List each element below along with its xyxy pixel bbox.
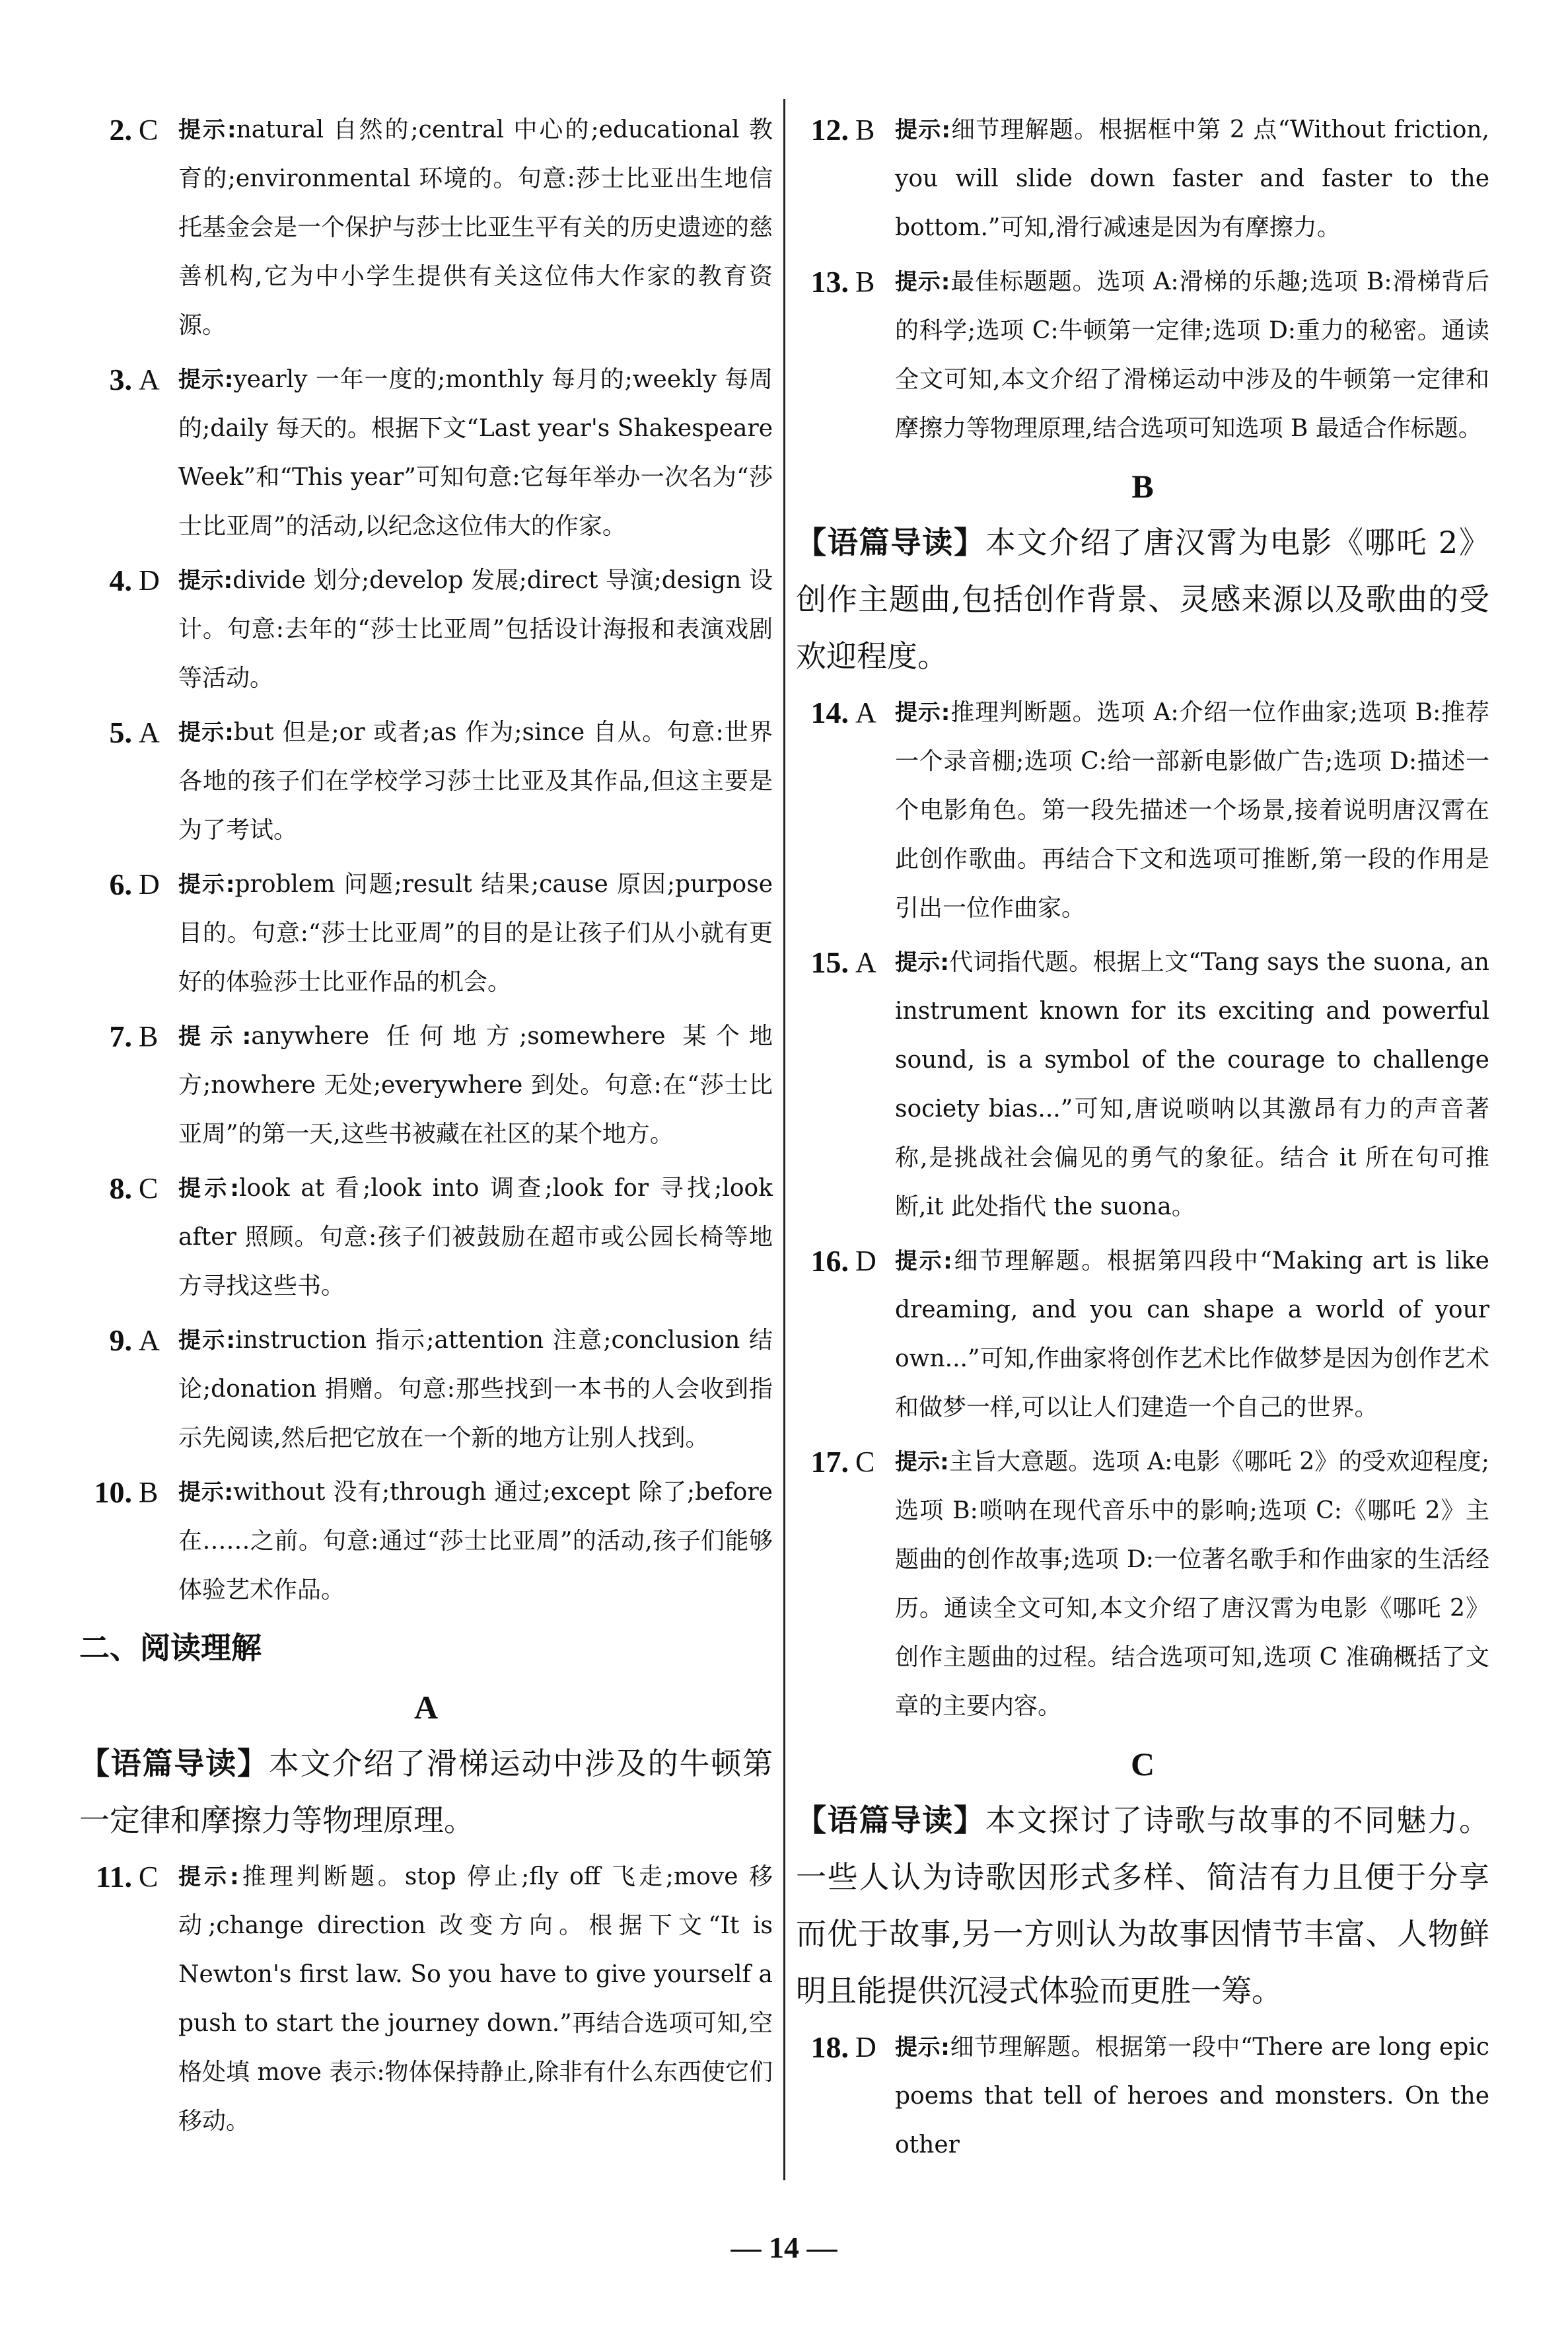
answer-item bbox=[79, 1468, 773, 1615]
answer-letter: D bbox=[139, 868, 160, 901]
answer-letter: C bbox=[139, 1172, 159, 1204]
hint-text: natural 自然的;central 中心的;educational 教育的;environmental 环境的。句意:莎士比亚出生地信托基金会是一个保护与莎士比亚生平有关的历史遗迹的慈善机构,它为中小学生提供有关这位伟大作家的教育资源。 bbox=[178, 116, 773, 339]
answer-item bbox=[796, 2023, 1489, 2170]
question-number: 6. bbox=[109, 867, 132, 901]
hint-text: 推理判断题。选项 A:介绍一位作曲家;选项 B:推荐一个录音棚;选项 C:给一部新电影做广告;选项 D:描述一个电影角色。第一段先描述一个场景,接着说明唐汉霄在此创作歌曲。再结合下文和选项可推断,第一段的作用是引出一位作曲家。 bbox=[895, 699, 1489, 922]
answer-item bbox=[79, 1164, 773, 1311]
hint-text: 主旨大意题。选项 A:电影《哪吒 2》的受欢迎程度;选项 B:唢呐在现代音乐中的影响;选项 C:《哪吒 2》主题曲的创作故事;选项 D:一位著名歌手和作曲家的生活经历。通读全文可知,本文介绍了唐汉霄为电影《哪吒 2》创作主题曲的过程。结合选项可知,选项 C 准确概括了文章的主要内容。 bbox=[895, 1448, 1489, 1720]
passage-guide-c bbox=[796, 1792, 1489, 2019]
left-column bbox=[79, 106, 773, 2151]
answer-letter: C bbox=[139, 1861, 159, 1893]
hint-text: 细节理解题。根据第四段中“Making art is like dreaming, and you can shape a world of your own...”可知,作曲家将创作艺术比作做梦是因为创作艺术和做梦一样,可以让人们建造一个自己的世界。 bbox=[895, 1247, 1489, 1421]
guide-label: 【语篇导读】 bbox=[796, 525, 985, 560]
question-number: 14. bbox=[810, 696, 849, 729]
question-number: 8. bbox=[109, 1171, 132, 1205]
passage-guide-b bbox=[796, 514, 1489, 684]
passage-guide-a bbox=[79, 1735, 773, 1849]
hint-label: 提示: bbox=[178, 1479, 234, 1506]
column-divider bbox=[783, 99, 785, 2180]
hint-label: 提示: bbox=[895, 117, 950, 143]
hint-label: 提示: bbox=[895, 949, 950, 976]
hint-text: without 没有;through 通过;except 除了;before 在……之前。句意:通过“莎士比亚周”的活动,孩子们能够体验艺术作品。 bbox=[178, 1479, 773, 1604]
question-number: 5. bbox=[109, 716, 132, 749]
answer-item bbox=[79, 1853, 773, 2146]
left-answer-list bbox=[79, 106, 773, 1615]
question-number: 13. bbox=[810, 265, 849, 299]
hint-text: 细节理解题。根据第一段中“There are long epic poems that tell of heroes and monsters. On the other bbox=[895, 2034, 1489, 2159]
question-number: 12. bbox=[810, 113, 849, 147]
right-column bbox=[796, 106, 1489, 2175]
question-number: 10. bbox=[94, 1475, 132, 1509]
answer-letter: A bbox=[139, 716, 160, 749]
guide-label: 【语篇导读】 bbox=[796, 1802, 985, 1838]
answer-item bbox=[796, 106, 1489, 252]
answer-letter: A bbox=[139, 363, 160, 396]
hint-text: 代词指代题。根据上文“Tang says the suona, an instrument known for its exciting and powerful sound, is a symbol of the courage to challenge society bias...”可知,唐说唢呐以其激昂有力的声音著称,是挑战社会偏见的勇气的象征。结合 it 所在句可推断,it 此处指代 the suona。 bbox=[895, 949, 1489, 1220]
question-number: 4. bbox=[109, 564, 132, 597]
hint-text: anywhere 任何地方;somewhere 某个地方;nowhere 无处;everywhere 到处。句意:在“莎士比亚周”的第一天,这些书被藏在社区的某个地方。 bbox=[178, 1023, 773, 1148]
hint-text: divide 划分;develop 发展;direct 导演;design 设计。句意:去年的“莎士比亚周”包括设计海报和表演戏剧等活动。 bbox=[178, 567, 773, 692]
hint-text: yearly 一年一度的;monthly 每月的;weekly 每周的;daily 每天的。根据下文“Last year's Shakespeare Week”和“This year”可知句意:它每年举办一次名为“莎士比亚周”的活动,以纪念这位伟大的作家。 bbox=[178, 366, 773, 540]
answer-letter: C bbox=[139, 114, 159, 146]
hint-text: but 但是;or 或者;as 作为;since 自从。句意:世界各地的孩子们在学校学习莎士比亚及其作品,但这主要是为了考试。 bbox=[178, 719, 773, 844]
question-number: 16. bbox=[810, 1244, 849, 1278]
answer-letter: D bbox=[139, 564, 160, 597]
answer-letter: A bbox=[855, 946, 876, 978]
question-number: 7. bbox=[109, 1019, 132, 1053]
guide-text: 本文介绍了唐汉霄为电影《哪吒 2》创作主题曲,包括创作背景、灵感来源以及歌曲的受欢迎程度。 bbox=[796, 525, 1490, 674]
answer-item bbox=[796, 258, 1489, 453]
question-number: 2. bbox=[109, 113, 132, 147]
question-number: 18. bbox=[810, 2030, 849, 2064]
section-heading-reading: 二、阅读理解 bbox=[79, 1630, 262, 1666]
answer-item bbox=[79, 106, 773, 350]
hint-label: 提示: bbox=[178, 1864, 239, 1890]
answer-letter: B bbox=[855, 114, 875, 146]
question-number: 15. bbox=[810, 945, 849, 979]
hint-label: 提示: bbox=[178, 871, 235, 898]
answer-item bbox=[796, 1438, 1489, 1731]
hint-text: problem 问题;result 结果;cause 原因;purpose 目的。句意:“莎士比亚周”的目的是让孩子们从小就有更好的体验莎士比亚作品的机会。 bbox=[178, 871, 773, 996]
hint-label: 提示: bbox=[895, 1449, 949, 1475]
answer-letter: D bbox=[855, 2031, 876, 2063]
part-heading-a: A bbox=[413, 1689, 439, 1726]
hint-text: look at 看;look into 调查;look for 寻找;look after 照顾。句意:孩子们被鼓励在超市或公园长椅等地方寻找这些书。 bbox=[178, 1175, 773, 1300]
hint-label: 提示: bbox=[178, 720, 234, 746]
question-number: 17. bbox=[810, 1445, 849, 1479]
answer-item bbox=[79, 1316, 773, 1463]
answer-item bbox=[79, 1012, 773, 1159]
hint-text: 细节理解题。根据框中第 2 点“Without friction, you will slide down faster and faster to the bottom.”可知,滑行减速是因为有摩擦力。 bbox=[895, 116, 1489, 241]
answer-item bbox=[796, 938, 1489, 1232]
answer-letter: B bbox=[855, 266, 875, 298]
hint-label: 提示: bbox=[178, 117, 236, 143]
hint-label: 提示: bbox=[178, 1327, 236, 1354]
part-heading-c: C bbox=[1130, 1746, 1155, 1783]
hint-label: 提示: bbox=[895, 700, 950, 726]
answer-item bbox=[796, 688, 1489, 933]
question-number: 9. bbox=[109, 1323, 132, 1357]
answer-letter: C bbox=[855, 1446, 875, 1478]
page-number: — 14 — bbox=[731, 2231, 837, 2264]
hint-label: 提示: bbox=[178, 1175, 240, 1202]
answer-letter: A bbox=[139, 1324, 160, 1356]
answer-letter: D bbox=[855, 1245, 876, 1277]
hint-label: 提示: bbox=[895, 2034, 950, 2061]
hint-label: 提示: bbox=[178, 367, 234, 393]
question-number: 11. bbox=[96, 1860, 132, 1894]
hint-text: instruction 指示;attention 注意;conclusion 结论;donation 捐赠。句意:那些找到一本书的人会收到指示先阅读,然后把它放在一个新的地方让别人找到。 bbox=[178, 1327, 773, 1452]
answer-letter: B bbox=[139, 1020, 159, 1052]
hint-label: 提示: bbox=[895, 1248, 952, 1274]
answer-item bbox=[79, 708, 773, 855]
answer-item bbox=[79, 556, 773, 703]
hint-text: 最佳标题题。选项 A:滑梯的乐趣;选项 B:滑梯背后的科学;选项 C:牛顿第一定律;选项 D:重力的秘密。通读全文可知,本文介绍了滑梯运动中涉及的牛顿第一定律和摩擦力等物理原理,结合选项可知选项 B 最适合作标题。 bbox=[895, 268, 1489, 442]
guide-text: 本文探讨了诗歌与故事的不同魅力。一些人认为诗歌因形式多样、简洁有力且便于分享而优于故事,另一方则认为故事因情节丰富、人物鲜明且能提供沉浸式体验而更胜一筹。 bbox=[796, 1802, 1490, 2009]
hint-label: 提示: bbox=[895, 269, 950, 295]
answer-item bbox=[79, 355, 773, 551]
hint-label: 提示: bbox=[178, 568, 233, 594]
hint-label: 提示: bbox=[178, 1023, 252, 1050]
guide-text: 本文介绍了滑梯运动中涉及的牛顿第一定律和摩擦力等物理原理。 bbox=[79, 1746, 773, 1838]
hint-text: 推理判断题。stop 停止;fly off 飞走;move 移动;change direction 改变方向。根据下文“It is Newton's first law. So you have to give yourself a push to start the journey down.”再结合选项可知,空格处填 move 表示:物体保持静止,除非有什么东西使它们移动。 bbox=[178, 1863, 773, 2135]
part-heading-b: B bbox=[1131, 468, 1154, 505]
answer-letter: B bbox=[139, 1476, 159, 1508]
answer-letter: A bbox=[855, 696, 876, 729]
question-number: 3. bbox=[109, 363, 132, 396]
answer-item bbox=[796, 1237, 1489, 1432]
answer-item bbox=[79, 860, 773, 1007]
guide-label: 【语篇导读】 bbox=[79, 1746, 269, 1781]
